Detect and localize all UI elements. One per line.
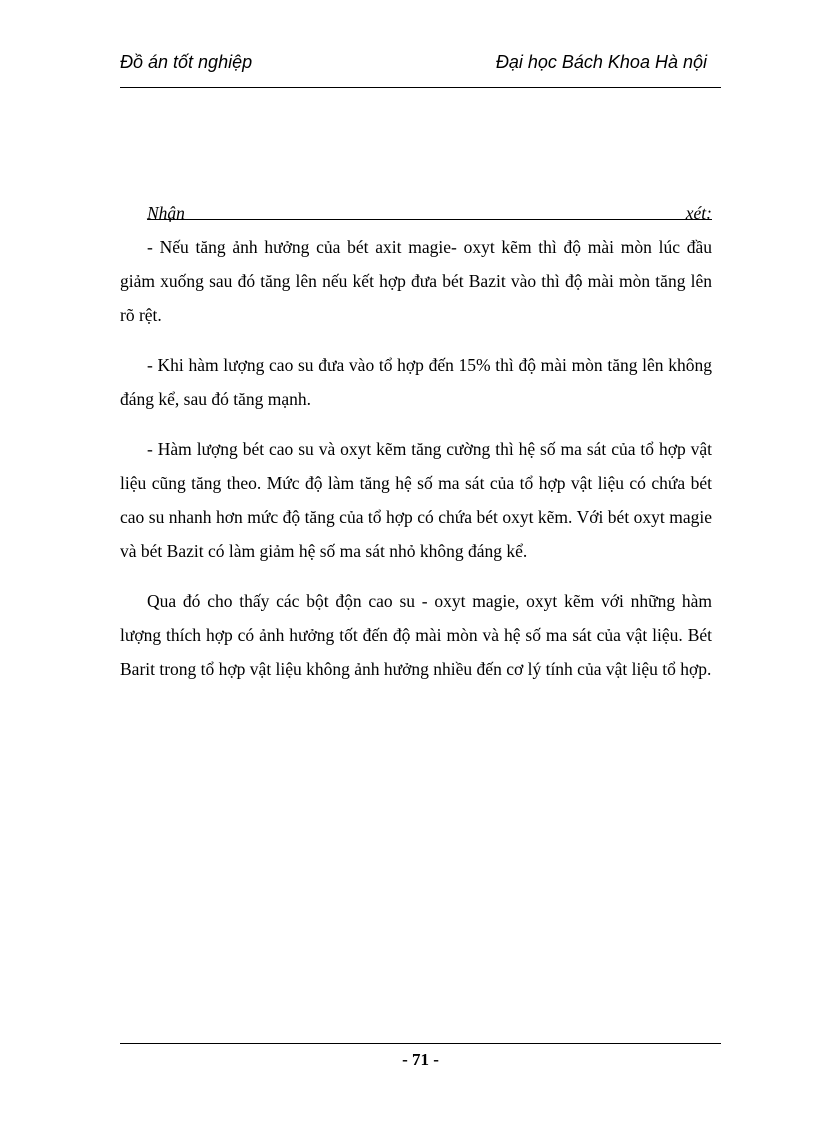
page-number: - 71 - [402,1050,439,1069]
page-body [120,196,712,702]
paragraph-conclusion: Qua đó cho thấy các bột độn cao su - oxyt magie, oxyt kẽm với những hàm lượng thích hợp có ảnh hưởng tốt đến độ mài mòn và hệ số ma sát của vật liệu. Bét Barit trong tổ hợp vật liệu không ảnh hưởng nhiều đến cơ lý tính của vật liệu tổ hợp. [120,591,712,679]
paragraph-friction-coefficient: - Hàm lượng bét cao su và oxyt kẽm tăng cường thì hệ số ma sát của tổ hợp vật liệu cũng tăng theo. Mức độ làm tăng hệ số ma sát của tổ hợp vật liệu có chứa bét cao su nhanh hơn mức độ tăng của tổ hợp có chứa bét oxyt kẽm. Với bét oxyt magie và bét Bazit có làm giảm hệ số ma sát nhỏ không đáng kể. [120,439,712,561]
section-heading [147,196,712,230]
heading-underline [147,219,712,220]
heading-word-right: xét: [685,203,712,223]
header-divider [120,87,721,88]
page-header [120,50,721,80]
paragraph-rubber-content: - Khi hàm lượng cao su đưa vào tổ hợp đến 15% thì độ mài mòn tăng lên không đáng kể, sau đó tăng mạnh. [120,355,712,409]
header-document-type: Đồ án tốt nghiệp [120,52,253,72]
header-university: Đại học Bách Khoa Hà nội [495,52,707,72]
paragraph-wear-observation: - Nếu tăng ảnh hưởng của bét axit magie- oxyt kẽm thì độ mài mòn lúc đầu giảm xuống sau đó tăng lên nếu kết hợp đưa bét Bazit vào thì độ mài mòn tăng lên rõ rệt. [120,237,712,325]
heading-word-left: Nhận [147,203,185,223]
footer-divider [120,1043,721,1044]
